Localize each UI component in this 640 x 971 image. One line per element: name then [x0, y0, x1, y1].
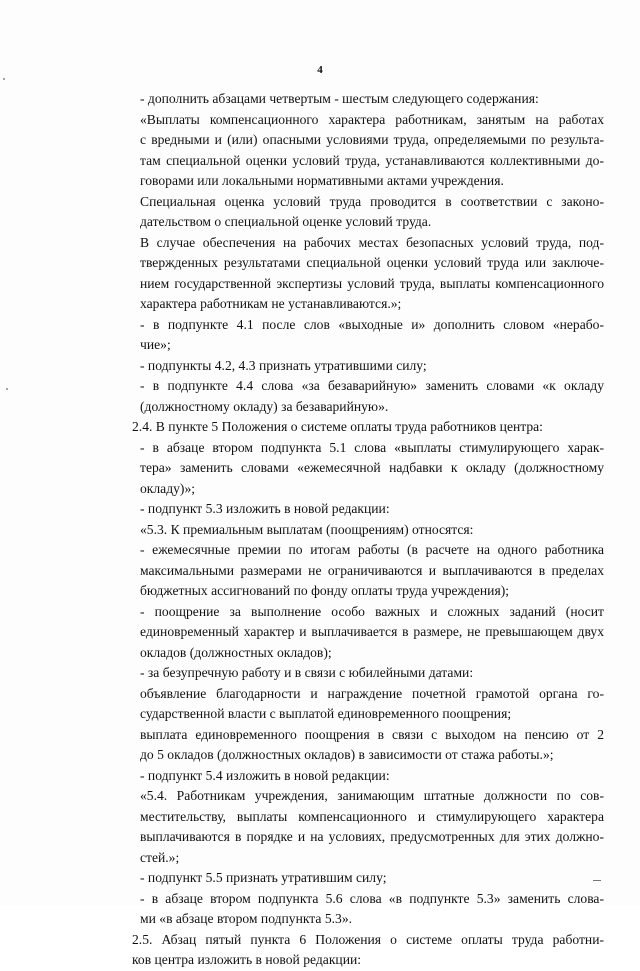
- text-line: нием государственной экспертизы условий труда, выплаты компенсационного: [140, 275, 604, 291]
- paragraph: [110, 663, 604, 684]
- paragraph: [110, 520, 604, 541]
- text-line: - в абзаце втором подпункта 5.6 слова «в подпункте 5.3» заменить слова-: [140, 890, 604, 906]
- paragraph: [110, 930, 604, 971]
- text-line: сударственной власти с выплатой единовременного поощрения;: [140, 706, 512, 721]
- scan-speck: [3, 78, 5, 80]
- text-line: - в подпункте 4.4 слова «за безаварийную» заменить словами «к окладу: [140, 378, 604, 393]
- paragraph: [110, 766, 604, 787]
- text-line: - подпункт 5.3 изложить в новой редакции:: [140, 501, 390, 516]
- text-line: В случае обеспечения на рабочих местах безопасных условий труда, под-: [140, 234, 604, 250]
- paragraph: [110, 868, 604, 889]
- page-number: 4: [317, 64, 323, 76]
- text-line: - в абзаце втором подпункта 5.1 слова «выплаты стимулирующего харак-: [140, 439, 604, 455]
- text-line: тера» заменить словами «ежемесячной надбавки к окладу (должностному: [140, 460, 604, 475]
- paragraph: [110, 89, 604, 110]
- text-line: окладу)»;: [140, 480, 196, 496]
- text-line: до 5 окладов (должностных окладов) в зависимости от стажа работы.»;: [140, 747, 554, 762]
- paragraph: [110, 499, 604, 520]
- paragraph: [110, 110, 604, 192]
- text-line: «Выплаты компенсационного характера работникам, занятым на работах: [140, 111, 604, 127]
- paragraph: [110, 786, 604, 868]
- text-line: - ежемесячные премии по итогам работы (в расчете на одного работника: [140, 542, 604, 557]
- text-line: чие»;: [140, 337, 171, 352]
- text-line: бюджетных ассигнований по фонду оплаты труда учреждения);: [140, 583, 510, 598]
- text-line: твержденных результатами специальной оценки условий труда или заключе-: [140, 255, 604, 270]
- scan-dash: [593, 880, 601, 881]
- text-line: максимальными размерами не ограничиваются и выплачиваются в пределах: [140, 562, 604, 578]
- document-body: [110, 89, 604, 971]
- text-line: окладов (должностных окладов);: [140, 644, 332, 660]
- text-line: говорами или локальными нормативными актами учреждения.: [140, 173, 504, 188]
- text-line: - подпункт 5.5 признать утратившим силу;: [140, 870, 387, 885]
- paragraph: [110, 602, 604, 664]
- text-line: «5.3. К премиальным выплатам (поощрениям) относятся:: [140, 521, 474, 537]
- text-line: единовременный характер и выплачивается в размере, не превышающем двух: [140, 624, 604, 639]
- text-line: объявление благодарности и награждение почетной грамотой органа го-: [140, 685, 604, 701]
- paragraph: [110, 417, 604, 438]
- paragraph: [110, 315, 604, 356]
- text-line: 2.5. Абзац пятый пункта 6 Положения о системе оплаты труда работни-: [132, 931, 604, 947]
- paragraph: [110, 889, 604, 930]
- text-line: ков центра изложить в новой редакции:: [132, 952, 362, 967]
- paragraph: [110, 233, 604, 315]
- text-line: выплачиваются в порядке и на условиях, предусмотренных для этих должно-: [140, 829, 604, 844]
- text-line: 2.4. В пункте 5 Положения о системе оплаты труда работников центра:: [132, 419, 543, 434]
- paragraph: [110, 376, 604, 417]
- text-line: там специальной оценки условий труда, устанавливаются коллективными до-: [140, 152, 604, 168]
- paragraph: [110, 540, 604, 602]
- text-line: - подпункт 5.4 изложить в новой редакции:: [140, 767, 390, 783]
- text-line: выплата единовременного поощрения в связи с выходом на пенсию от 2: [140, 726, 604, 742]
- paragraph: [110, 192, 604, 233]
- text-line: - поощрение за выполнение особо важных и сложных заданий (носит: [140, 603, 604, 619]
- text-line: - в подпункте 4.1 после слов «выходные и» дополнить словом «нерабо-: [140, 316, 604, 332]
- paragraph: [110, 725, 604, 766]
- text-line: - дополнить абзацами четвертым - шестым следующего содержания:: [140, 91, 539, 106]
- paragraph: [110, 438, 604, 500]
- paragraph: [110, 356, 604, 377]
- scan-speck: [6, 388, 8, 390]
- text-line: - за безупречную работу и в связи с юбилейными датами:: [140, 665, 474, 680]
- text-line: Специальная оценка условий труда проводится в соответствии с законо-: [140, 193, 604, 209]
- text-line: местительству, выплаты компенсационного и стимулирующего характера: [140, 808, 604, 824]
- text-line: дательством о специальной оценке условий труда.: [140, 214, 432, 229]
- text-line: (должностному окладу) за безаварийную».: [140, 398, 389, 414]
- text-line: ми «в абзаце втором подпункта 5.3».: [140, 911, 353, 926]
- text-line: «5.4. Работникам учреждения, занимающим штатные должности по сов-: [140, 788, 604, 803]
- paragraph: [110, 684, 604, 725]
- text-line: с вредными и (или) опасными условиями труда, определяемыми по результа-: [140, 132, 604, 147]
- text-line: характера работникам не устанавливаются.»;: [140, 296, 402, 311]
- text-line: стей.»;: [140, 849, 180, 865]
- text-line: - подпункты 4.2, 4.3 признать утратившими силу;: [140, 357, 427, 373]
